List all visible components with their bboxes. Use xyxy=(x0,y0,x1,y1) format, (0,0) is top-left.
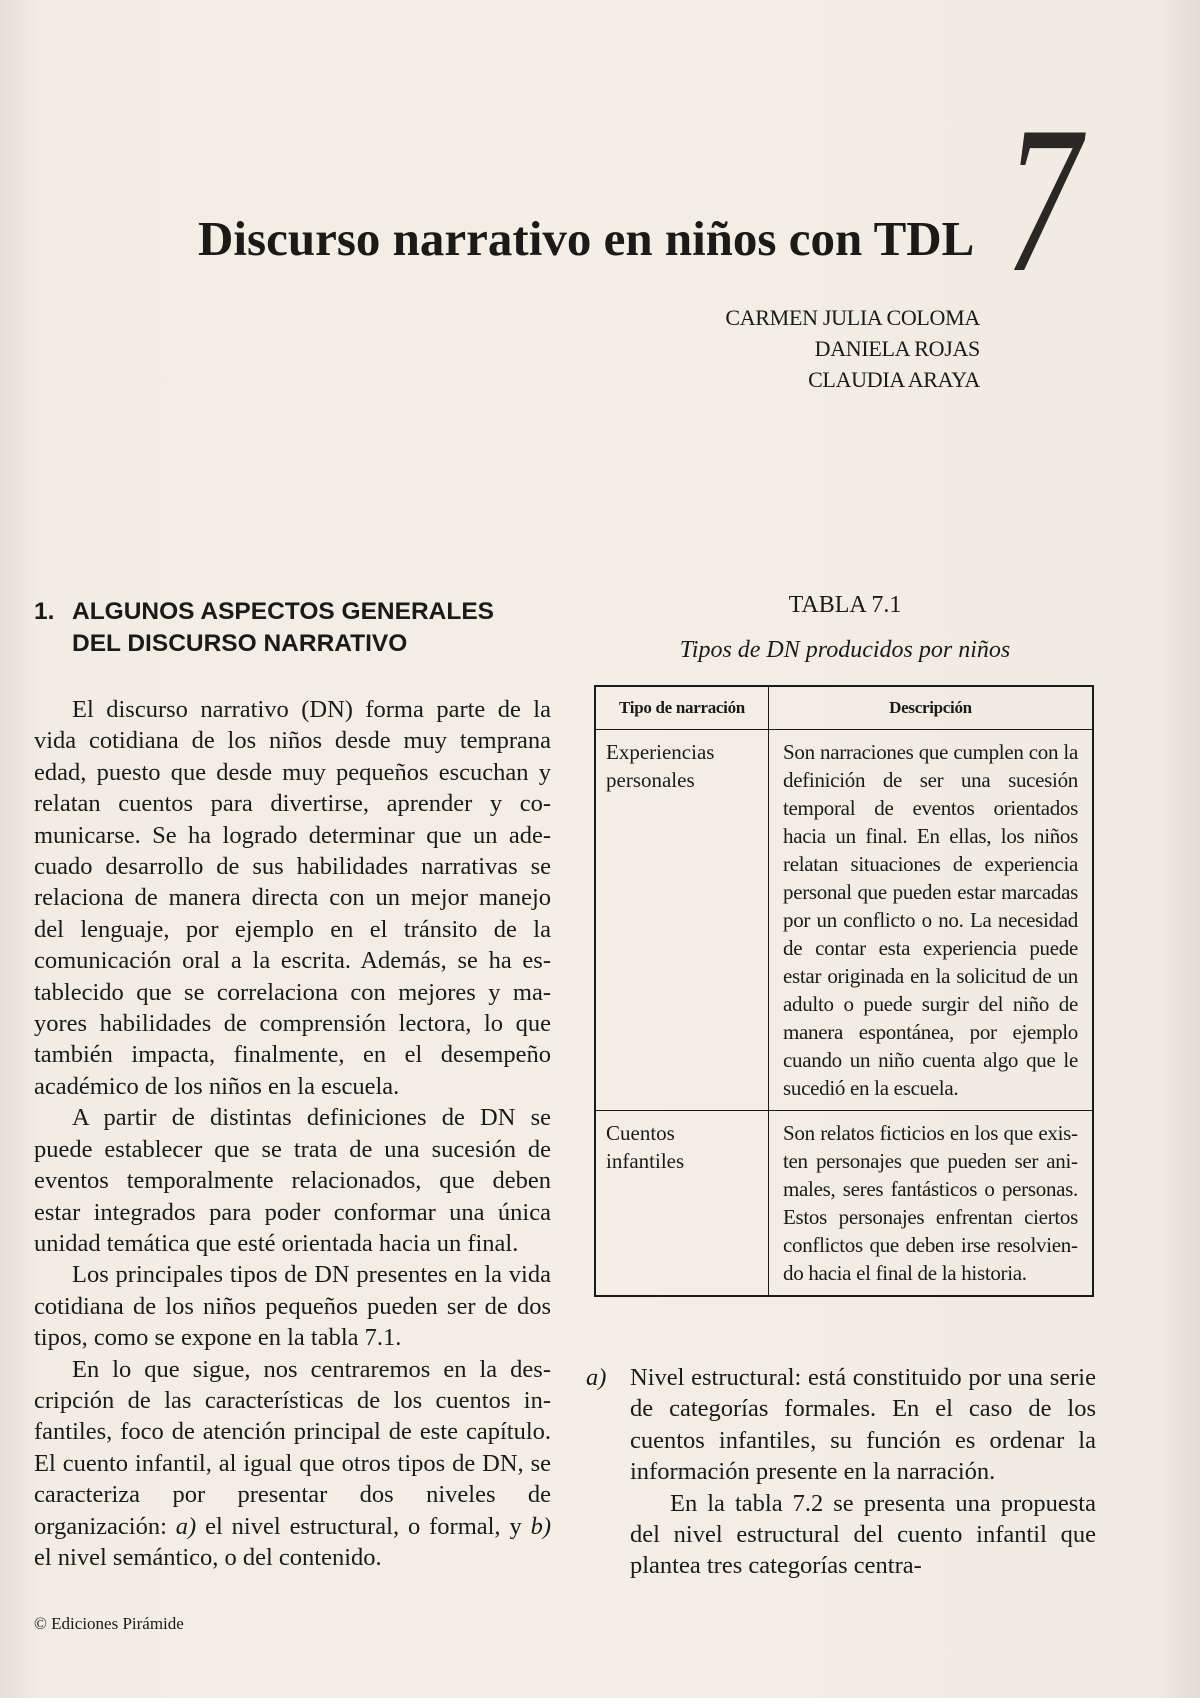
list-item-marker: a) xyxy=(586,1364,607,1391)
table-header: Tipo de narración xyxy=(595,686,769,730)
author-name: CLAUDIA ARAYA xyxy=(808,367,980,392)
author-list xyxy=(640,302,980,395)
list-block xyxy=(586,1362,1096,1582)
table-cell-description: Son narraciones que cumplen con la definición de ser una sucesión temporal de eventos orientados hacia un final. En ellas, los niños relatan situaciones de experiencia personal que pueden estar marcadas por un conflicto o no. La necesidad de contar esta experiencia puede estar originada en la solicitud de un adulto o puede surgir del niño de manera espontánea, por ejemplo cuando un niño cuenta algo que le sucedió en la escuela. xyxy=(769,730,1094,1111)
section-number: 1. xyxy=(34,598,55,625)
dn-types-table xyxy=(594,685,1094,1297)
table-caption: Tipos de DN producidos por niños xyxy=(679,637,1011,663)
publisher-footer: © Ediciones Pirámide xyxy=(34,1614,184,1633)
body-text-column xyxy=(34,694,551,1573)
level-b-marker: b) xyxy=(530,1512,552,1540)
table-cell-type: Cuentos infantiles xyxy=(595,1111,769,1297)
author-name: DANIELA ROJAS xyxy=(814,336,980,361)
section-title-line2: DEL DISCURSO NARRATIVO xyxy=(72,630,408,657)
paragraph-text: el nivel semántico, o del contenido. xyxy=(34,1543,382,1571)
table-container xyxy=(594,685,1094,1297)
chapter-number: 7 xyxy=(1005,84,1081,316)
paragraph: En la tabla 7.2 se presenta una propuesta del nivel estructural del cuento infantil que plantea tres categorías centra- xyxy=(630,1489,1096,1580)
table-row xyxy=(595,1111,1093,1297)
table-row xyxy=(595,730,1093,1111)
paragraph: A partir de distintas definiciones de DN se puede establecer que se trata de una sucesión de eventos temporalmente relacionados, que deben estar integrados para poder conformar una única unidad temática que esté orientada hacia un final. xyxy=(34,1104,551,1257)
paragraph: El discurso narrativo (DN) forma parte de la vida cotidiana de los niños desde muy temprana edad, puesto que desde muy pequeños escuchan y relatan cuentos para divertirse, aprender y comunicarse. Se ha logrado determinar que un adecuado desarrollo de sus habilidades narrativas se relaciona de manera directa con un mejor manejo del lenguaje, por ejemplo en el tránsito de la comunicación oral a la escrita. Además, se ha establecido que se correlaciona con mejores y mayores habilidades de comprensión lectora, lo que también impacta, finalmente, en el desempeño académico de los niños en la escuela. xyxy=(34,696,551,1100)
table-cell-type: Experiencias personales xyxy=(595,730,769,1111)
section-title-line1: ALGUNOS ASPECTOS GENERALES xyxy=(72,598,495,625)
paragraph: Los principales tipos de DN presentes en la vida cotidiana de los niños pequeños pueden ser de dos tipos, como se expone en la tabla 7.1. xyxy=(34,1261,551,1352)
level-a-marker: a) xyxy=(175,1512,197,1540)
chapter-title: Discurso narrativo en niños con TDL xyxy=(198,211,975,266)
section-heading xyxy=(34,596,494,660)
table-header-row xyxy=(595,686,1093,730)
list-item: Nivel estructural: está constituido por una serie de categorías formales. En el caso de los cuentos infantiles, su función es ordenar la información presente en la narración. xyxy=(630,1364,1096,1486)
table-header: Descripción xyxy=(769,686,1094,730)
table-cell-description: Son relatos ficticios en los que existen personajes que pueden ser animales, seres fantásticos o personas. Estos personajes enfrentan ciertos conflictos que deben irse resolviendo hacia el final de la historia. xyxy=(769,1111,1094,1297)
paragraph xyxy=(34,1354,551,1574)
paragraph-text: En lo que sigue, nos centraremos en la descripción de las características de los cuentos infantiles, foco de atención principal de este capítulo. El cuento infantil, al igual que otros tipos de DN, se caracteriza por presentar dos niveles de organización: xyxy=(34,1355,551,1540)
author-name: CARMEN JULIA COLOMA xyxy=(725,305,980,330)
paragraph-text: el nivel estructural, o formal, y xyxy=(196,1512,531,1540)
table-label: TABLA 7.1 xyxy=(788,592,902,618)
